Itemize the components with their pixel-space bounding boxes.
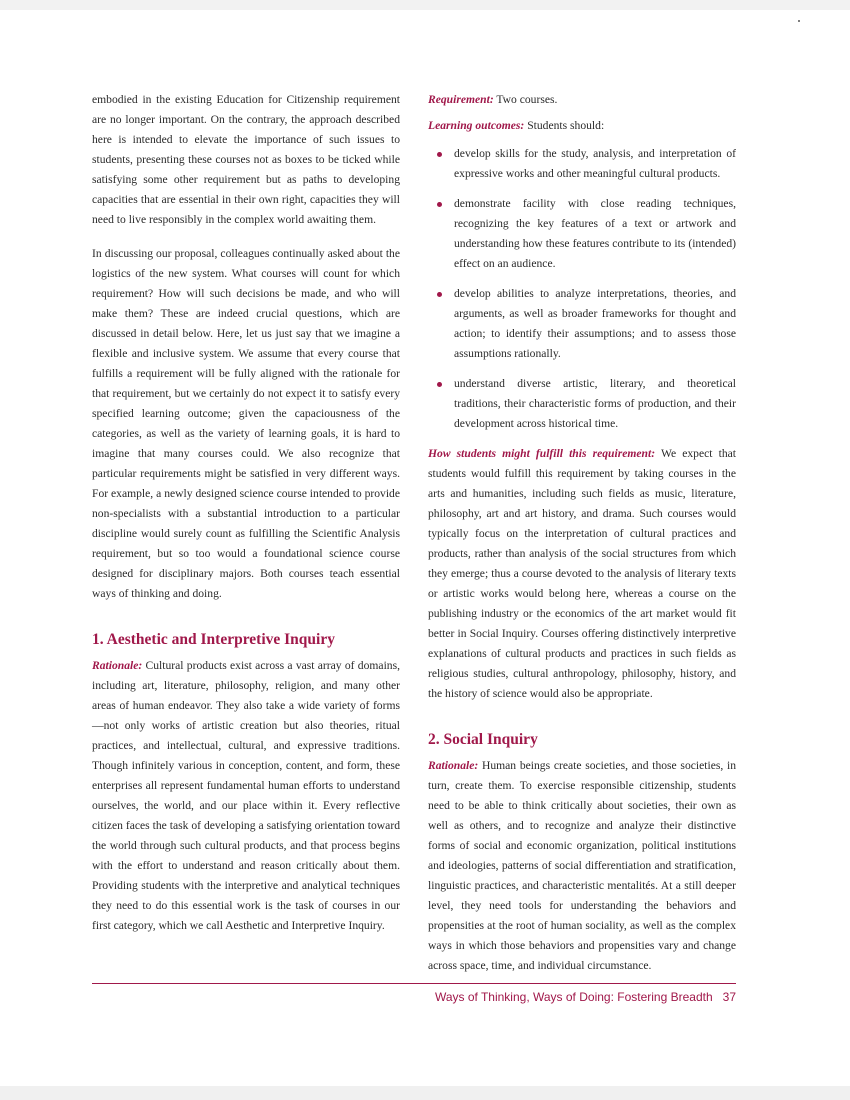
outcome-text: develop abilities to analyze interpretations, theories, and arguments, as well as broader frameworks for thought and action; to identify their assumptions; and to assess those assumptions rationally. — [454, 287, 736, 360]
right-column — [428, 90, 736, 988]
outcomes-text: Students should: — [524, 119, 605, 132]
running-title: Ways of Thinking, Ways of Doing: Fostering Breadth — [434, 990, 713, 1004]
left-paragraph-1: embodied in the existing Education for Citizenship requirement are no longer important. On the contrary, the approach described here is intended to elevate the importance of such issues to students, presenting these courses not as boxes to be ticked while satisfying some other requirement but as paths to developing capacities that are essential in their own right, capacities they will need to live responsibly in the complex world awaiting them. — [92, 93, 400, 226]
page-footer — [92, 990, 736, 1004]
section-2-rationale-text: Human beings create societies, and those societies, in turn, create them. To exercise responsible citizenship, students need to be able to think critically about societies, their own as well as others, and to recognize and analyze their distinctive forms of social and economic organization, political institutions and ideologies, patterns of social differentiation and stratification, linguistic practices, and characteristic mentalités. At a still deeper level, they need tools for understanding the behaviors and propensities at the root of human sociality, as well as the complex ways in which those behaviors and propensities vary and change across space, time, and individual circumstance. — [428, 759, 736, 972]
fulfill-text: We expect that students would fulfill this requirement by taking courses in the arts and humanities, including such fields as music, literature, philosophy, art and art history, and drama. Such courses would typically focus on the interpretation of cultural practices and products, rather than analysis of the social structures from which they emerge; thus a course devoted to the analysis of literary texts or artistic works would belong here, whereas a course on the publishing industry or the economics of the art market would fit better in Social Inquiry. Courses offering distinctively interpretive explanations of cultural products and practices in such fields as religious studies, cultural anthropology, philosophy, history, and the history of science would also be appropriate. — [428, 447, 736, 700]
outcome-item — [428, 374, 736, 434]
bullet-icon — [437, 292, 442, 297]
scan-bottom-edge — [0, 1086, 850, 1100]
section-2-rationale — [428, 756, 736, 976]
bullet-icon — [437, 202, 442, 207]
left-paragraph-2: In discussing our proposal, colleagues continually asked about the logistics of the new system. What courses will count for which requirement? How will such decisions be made, and who will make them? These are indeed crucial questions, which are discussed in detail below. Here, let us just say that we imagine a flexible and inclusive system. We assume that every course that fulfills a requirement will be fully aligned with the rationale for that requirement, but we certainly do not expect it to satisfy every specified learning outcome; given the capaciousness of the categories, as well as the variety of learning goals, it is hard to imagine that many courses could. We also recognize that particular requirements might be satisfied in very different ways. For example, a newly designed science course intended to provide non-specialists with a substantial introduction to a particular discipline would surely count as fulfilling the Scientific Analysis requirement, but so too would a foundational science course designed for disciplinary majors. Both courses teach essential ways of thinking and doing. — [92, 247, 400, 600]
outcome-item — [428, 144, 736, 184]
outcome-text: understand diverse artistic, literary, and theoretical traditions, their characteristic forms of production, and their development across historical time. — [454, 377, 736, 430]
section-1-rationale — [92, 656, 400, 936]
outcome-item — [428, 284, 736, 364]
outcome-text: demonstrate facility with close reading techniques, recognizing the key features of a text or artwork and understanding how these features contribute to its (intended) effect on an audience. — [454, 197, 736, 270]
requirement-text: Two courses. — [493, 93, 558, 106]
section-2-rationale-label: Rationale: — [428, 759, 479, 772]
left-column — [92, 90, 400, 948]
scan-speck — [798, 20, 800, 22]
scan-top-edge — [0, 0, 850, 10]
outcome-item — [428, 194, 736, 274]
outcomes-label: Learning outcomes: — [428, 119, 525, 132]
requirement-label: Requirement: — [428, 93, 494, 106]
outcomes-line — [428, 116, 736, 136]
page-number: 37 — [722, 990, 736, 1004]
outcomes-list — [428, 144, 736, 434]
fulfill-paragraph — [428, 444, 736, 704]
fulfill-label: How students might fulfill this requirement: — [428, 447, 656, 460]
bullet-icon — [437, 152, 442, 157]
outcome-text: develop skills for the study, analysis, and interpretation of expressive works and other meaningful cultural products. — [454, 147, 736, 180]
requirement-line — [428, 90, 736, 110]
section-2-heading: 2. Social Inquiry — [428, 731, 538, 748]
bullet-icon — [437, 382, 442, 387]
section-1-rationale-text: Cultural products exist across a vast array of domains, including art, literature, philosophy, religion, and many other areas of human endeavor. They also take a wide variety of forms—not only works of artistic creation but also theories, ritual practices, and intellectual, cultural, and expressive traditions. Though infinitely various in conception, content, and form, these enterprises all represent fundamental human efforts to understand ourselves, the world, and our place within it. Every reflective citizen faces the task of developing a satisfying orientation toward the world through such cultural products, and that process begins with the effort to understand and reason critically about them. Providing students with the interpretive and analytical techniques they need to do this essential work is the task of courses in our first category, which we call Aesthetic and Interpretive Inquiry. — [92, 659, 400, 932]
section-1-heading: 1. Aesthetic and Interpretive Inquiry — [92, 631, 335, 648]
footer-rule — [92, 983, 736, 984]
section-1-rationale-label: Rationale: — [92, 659, 143, 672]
